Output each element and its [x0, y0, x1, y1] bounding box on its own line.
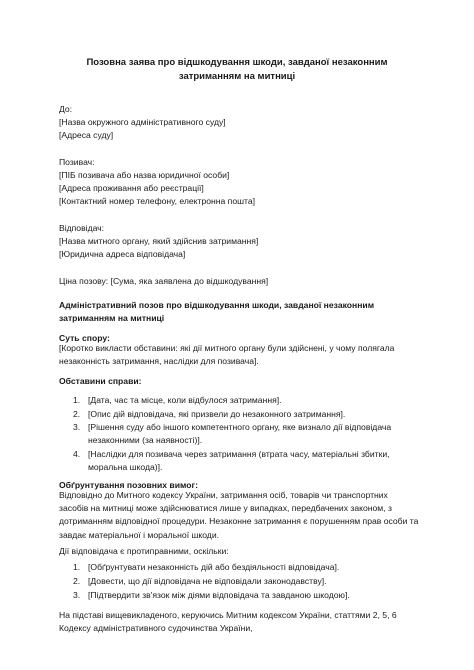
defendant-label: Відповідач: [59, 223, 105, 233]
unlawful-intro: Дії відповідача є протиправними, оскільки: [59, 546, 229, 556]
plaintiff-name: [ПІБ позивача або назва юридичної особи] [59, 170, 230, 180]
circ-item-4-num: 4. [73, 449, 81, 459]
defendant-address: [Юридична адреса відповідача] [59, 249, 186, 259]
circ-item-4-text: [Наслідки для позивача через затримання (втрата часу, матеріальні збитки, моральна шкода)]. [88, 449, 390, 473]
ground-item-3-text: [Підтвердити зв'язок між діями відповідача та завданою шкодою]. [88, 590, 350, 600]
document-title: Позовна заява про відшкодування шкоди, завданої незаконним затриманням на митниці [86, 57, 388, 82]
circumstances-heading: Обставини справи: [59, 376, 142, 386]
essence-heading: Суть спору: [59, 333, 110, 343]
defendant-name: [Назва митного органу, який здійснив затримання] [59, 236, 259, 246]
grounds-heading: Обґрунтування позовних вимог: [59, 480, 198, 490]
closing-text: На підставі вищевикладеного, керуючись Митним кодексом України, статтями 2, 5, 6 Кодексу адміністративного судочинства України, [59, 610, 397, 634]
circ-item-3-num: 3. [73, 422, 81, 432]
plaintiff-contacts: [Контактний номер телефону, електронна пошта] [59, 196, 256, 206]
plaintiff-address: [Адреса проживання або реєстрації] [59, 183, 204, 193]
ground-item-1-num: 1. [73, 562, 81, 572]
ground-item-3-num: 3. [73, 590, 81, 600]
essence-text: [Коротко викласти обставини: які дії митного органу були здійснені, у чому полягала незаконність затримання, наслідки для позивача]. [59, 343, 395, 367]
plaintiff-label: Позивач: [59, 157, 95, 167]
circ-item-2-num: 2. [73, 409, 81, 419]
circ-item-1-num: 1. [73, 395, 81, 405]
ground-item-2-num: 2. [73, 576, 81, 586]
to-label: До: [59, 104, 73, 114]
grounds-text: Відповідно до Митного кодексу України, затримання осіб, товарів чи транспортних засобів на митниці може здійснюватися лише у випадках, передбачених законом, з дотриманням відповідної процедури. Незаконне затримання є порушенням прав особи та завдає матеріальної і моральної шкоди. [59, 490, 419, 540]
court-name: [Назва окружного адміністративного суду] [59, 117, 226, 127]
claim-price: Ціна позову: [Сума, яка заявлена до відшкодування] [59, 276, 269, 286]
circ-item-3-text: [Рішення суду або іншого компетентного органу, яке визнало дії відповідача незаконними (за наявності)]. [88, 422, 392, 446]
circ-item-2-text: [Опис дій відповідача, які призвели до незаконного затримання]. [88, 409, 346, 419]
claim-heading: Адміністративний позов про відшкодування шкоди, завданої незаконним затриманням на митниці [59, 300, 375, 324]
ground-item-1-text: [Обґрунтувати незаконність дій або бездіяльності відповідача]. [88, 562, 340, 572]
circ-item-1-text: [Дата, час та місце, коли відбулося затримання]. [88, 395, 282, 405]
ground-item-2-text: [Довести, що дії відповідача не відповідали законодавству]. [88, 576, 327, 586]
court-address: [Адреса суду] [59, 130, 114, 140]
